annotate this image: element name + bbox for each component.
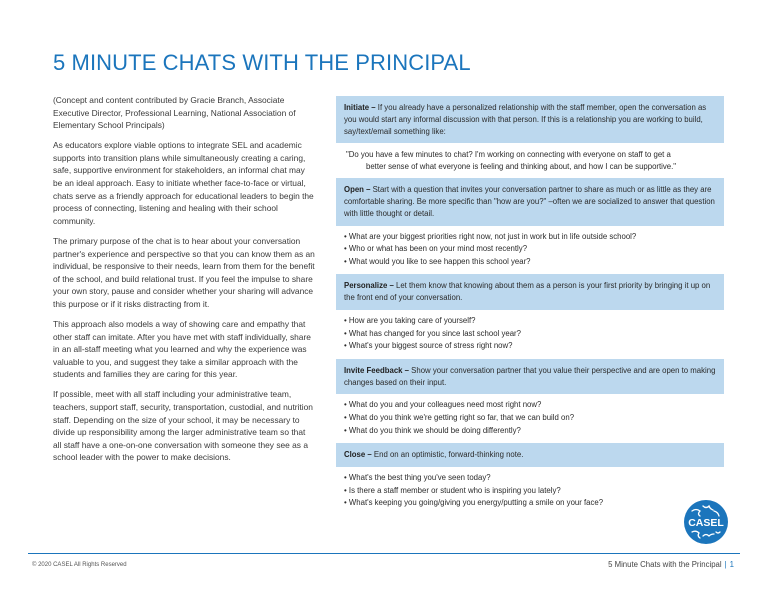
invite-feedback-box xyxy=(336,359,724,395)
personalize-questions xyxy=(336,310,724,359)
staff-paragraph: If possible, meet with all staff including your administrative team, teachers, support staff, security, transportation, custodial, and nutrition staff. Depending on the size of your school, it may be necessary to divide up responsibility among the larger administrative team so that all staff have a one-on-one conversation with someone they see as a school leader with the power to make decisions. xyxy=(53,389,313,463)
list-item: • What do you think we're getting right so far, that we can build on? xyxy=(344,412,716,425)
initiate-quote-line-2: better sense of what everyone is feeling and thinking about, and how I can be supportive." xyxy=(366,161,677,171)
list-item: • What has changed for you since last school year? xyxy=(344,328,716,341)
modeling-paragraph: This approach also models a way of showing care and empathy that other staff can imitate. After you have met with staff individually, share in an all-staff meeting what you learned and why the experience was valuable to you, and suggest they take a similar approach with the students and families they are caring for this year. xyxy=(53,319,311,380)
intro-paragraph: As educators explore viable options to integrate SEL and academic supports into transition plans while simultaneously creating a caring, safe, supportive environment for stakeholders, an informal chat may be an ideal approach. Easy to initiate whether face-to-face or virtual, chats serve as a friendly approach for educational leaders to begin the process of connecting, listening and healing with their school community. xyxy=(53,140,314,226)
list-item: • What do you think we should be doing differently? xyxy=(344,425,716,438)
invite-feedback-questions xyxy=(336,394,724,443)
footer-page-info xyxy=(608,560,734,569)
page-title: 5 MINUTE CHATS WITH THE PRINCIPAL xyxy=(53,50,471,75)
footer-doc-title: 5 Minute Chats with the Principal xyxy=(608,560,722,569)
footer-separator: | xyxy=(724,560,727,569)
personalize-text: Let them know that knowing about them as a person is your first priority by bringing it up on the front end of your conversation. xyxy=(344,281,711,303)
initiate-quote-line-1: "Do you have a few minutes to chat? I'm working on connecting with everyone on staff to get a xyxy=(346,150,671,160)
list-item: • Who or what has been on your mind most recently? xyxy=(344,243,716,256)
logo-text: CASEL xyxy=(688,517,724,529)
casel-logo xyxy=(683,499,729,545)
page-number: 1 xyxy=(729,560,734,569)
list-item: • What do you and your colleagues need most right now? xyxy=(344,399,716,412)
personalize-box xyxy=(336,274,724,310)
purpose-paragraph: The primary purpose of the chat is to hear about your conversation partner's experience and perspective so that you can know them as an individual, be responsive to their needs, learn from them for the benefit of the school, and build relational trust. If you feel the impulse to share your own story, pause and consider whether your sharing will advance this purpose or if it risks distracting from it. xyxy=(53,235,315,309)
open-heading: Open – xyxy=(344,185,371,195)
list-item: • How are you taking care of yourself? xyxy=(344,315,716,328)
initiate-quote xyxy=(336,143,724,178)
list-item: • What's the best thing you've seen today? xyxy=(344,472,716,485)
open-text: Start with a question that invites your conversation partner to share as much or as little as they are comfortable sharing. Be more specific than "how are you?" –often we are socialized to answer that question with little thought or detail. xyxy=(344,185,715,218)
list-item: • What's keeping you going/giving you energy/putting a smile on your face? xyxy=(344,497,716,510)
attribution-paragraph: (Concept and content contributed by Gracie Branch, Associate Executive Director, Professional Learning, National Association of Elementary School Principals) xyxy=(53,95,296,131)
personalize-heading: Personalize – xyxy=(344,281,394,291)
footer-divider xyxy=(28,553,740,554)
open-box xyxy=(336,178,724,225)
initiate-text: If you already have a personalized relationship with the staff member, open the conversation as you would start any informal discussion with that person. If this is a relationship you are working to build, say/text/email something like: xyxy=(344,103,707,136)
close-text: End on an optimistic, forward-thinking note. xyxy=(371,450,524,460)
close-heading: Close – xyxy=(344,450,372,460)
invite-feedback-text: Show your conversation partner that you value their perspective and are open to making changes based on their input. xyxy=(344,365,716,387)
list-item: • What are your biggest priorities right now, not just in work but in life outside school? xyxy=(344,231,716,244)
initiate-box xyxy=(336,96,724,143)
list-item: • What's your biggest source of stress right now? xyxy=(344,340,716,353)
list-item: • Is there a staff member or student who is inspiring you lately? xyxy=(344,485,716,498)
initiate-heading: Initiate – xyxy=(344,103,376,112)
close-box xyxy=(336,443,724,467)
open-questions xyxy=(336,226,724,275)
chat-steps-column xyxy=(336,96,724,516)
close-questions xyxy=(336,467,724,516)
invite-feedback-heading: Invite Feedback – xyxy=(344,365,410,375)
footer-copyright: © 2020 CASEL All Rights Reserved xyxy=(32,562,127,568)
intro-column xyxy=(53,94,315,472)
list-item: • What would you like to see happen this school year? xyxy=(344,256,716,269)
